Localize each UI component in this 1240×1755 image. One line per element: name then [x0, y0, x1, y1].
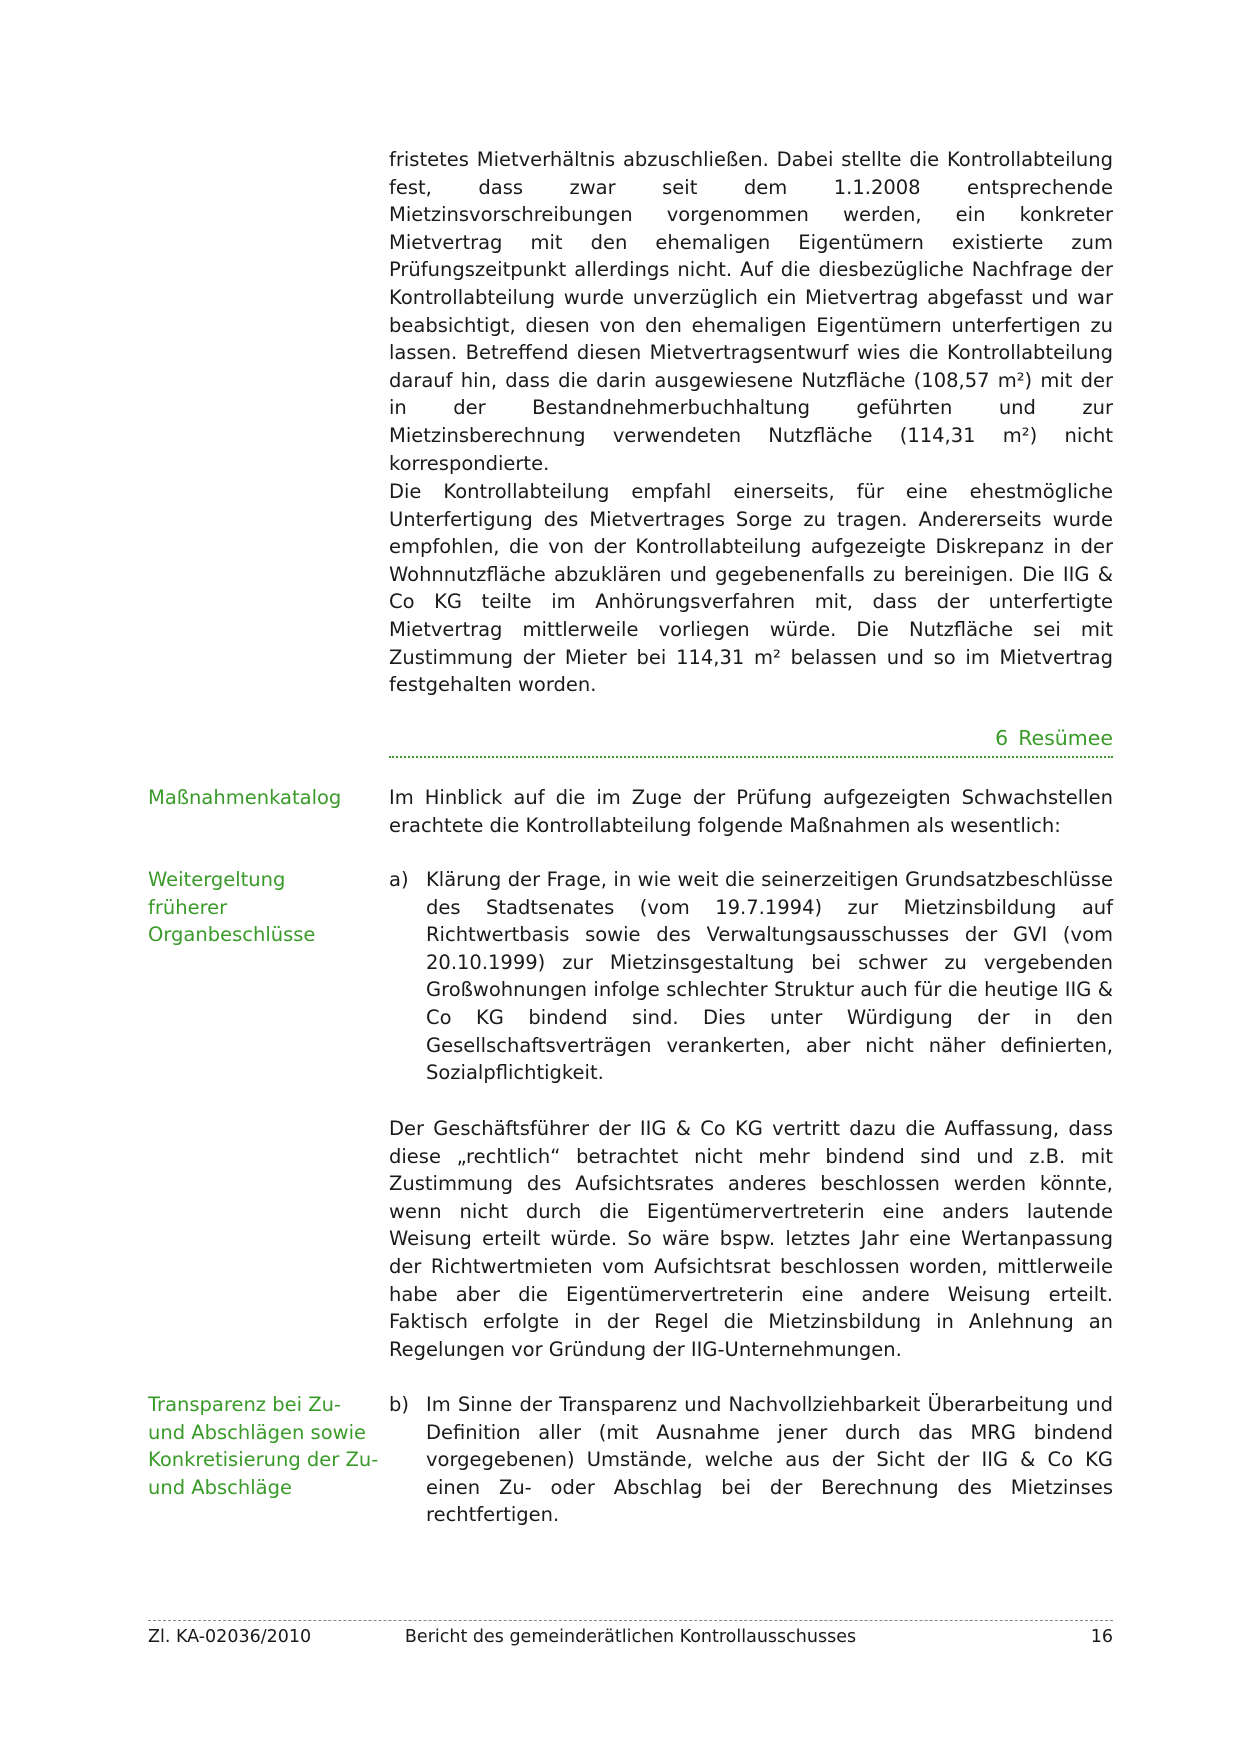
section-number: 6 [995, 726, 1009, 750]
footer-page-number: 16 [1090, 1627, 1113, 1647]
list-text-a: Klärung der Frage, in wie weit die seinerzeitigen Grundsatzbeschlüsse des Stadtsenates (vom 19.7.1994) zur Mietzinsbildung auf Richtwertbasis sowie des Verwaltungsausschusses der GVI (vom 20.10.1999) zur Mietzinsgestaltung bei schwer zu vergebenden Großwohnungen infolge schlechter Struktur auch für die heutige IIG & Co KG bindend sind. Dies unter Würdigung der in den Gesellschaftsverträgen verankerten, aber nicht näher definierten, Sozialpflichtigkeit. [426, 868, 1113, 1085]
side-note-weitergeltung: Weitergeltung früherer Organbeschlüsse [148, 868, 316, 947]
section-title: Resümee [1018, 726, 1113, 750]
list-item-b [389, 1391, 1113, 1529]
list-item-a [389, 866, 1113, 1087]
page-footer [148, 1620, 1113, 1647]
list-marker-a: a) [389, 868, 409, 891]
section-heading-resuemee [389, 724, 1113, 758]
list-text-b: Im Sinne der Transparenz und Nachvollziehbarkeit Überarbeitung und Definition aller (mit Ausnahme jener durch das MRG bindend vorgegebenen) Umstände, welche aus der Sicht der IIG & Co KG einen Zu- oder Abschlag bei der Berechnung des Mietzinses rechtfertigen. [426, 1393, 1113, 1527]
list-marker-b: b) [389, 1393, 409, 1416]
paragraph-recommendation: Die Kontrollabteilung empfahl einerseits, für eine ehestmögliche Unterfertigung des Mietvertrages Sorge zu tragen. Andererseits wurde empfohlen, die von der Kontrollabteilung aufgezeigte Diskrepanz in der Wohnnutzfläche abzuklären und gegebenenfalls zu bereinigen. Die IIG & Co KG teilte im Anhörungsverfahren mit, dass der unterfertigte Mietvertrag mittlerweile vorliegen würde. Die Nutzfläche sei mit Zustimmung der Mieter bei 114,31 m² belassen und so im Mietvertrag festgehalten worden. [389, 480, 1113, 697]
side-note-transparenz: Transparenz bei Zu- und Abschlägen sowie Konkretisierung der Zu- und Abschläge [148, 1393, 379, 1499]
footer-report-title: Bericht des gemeinderätlichen Kontrollausschusses [404, 1627, 857, 1647]
footer-reference: Zl. KA-02036/2010 [148, 1627, 312, 1647]
paragraph-rental-contract: fristetes Mietverhältnis abzuschließen. Dabei stellte die Kontrollabteilung fest, dass zwar seit dem 1.1.2008 entsprechende Mietzinsvorschreibungen vorgenommen werden, ein konkreter Mietvertrag mit den ehemaligen Eigentümern existierte zum Prüfungszeitpunkt allerdings nicht. Auf die diesbezügliche Nachfrage der Kontrollabteilung wurde unverzüglich ein Mietvertrag abgefasst und war beabsichtigt, diesen von den ehemaligen Eigentümern unterfertigen zu lassen. Betreffend diesen Mietvertragsentwurf wies die Kontrollabteilung darauf hin, dass die darin ausgewiesene Nutzfläche (108,57 m²) mit der in der Bestandnehmerbuchhaltung geführten und zur Mietzinsberechnung verwendeten Nutzfläche (114,31 m²) nicht korrespondierte. [389, 148, 1113, 475]
paragraph-ceo-opinion: Der Geschäftsführer der IIG & Co KG vertritt dazu die Auffassung, dass diese „rechtlich“ betrachtet nicht mehr bindend sind und z.B. mit Zustimmung des Aufsichtsrates anderes beschlossen werden könnte, wenn nicht durch die Eigentümervertreterin eine anders lautende Weisung erteilt würde. So wäre bspw. letztes Jahr eine Wertanpassung der Richtwertmieten vom Aufsichtsrat beschlossen worden, mittlerweile habe aber die Eigentümervertreterin eine andere Weisung erteilt. Faktisch erfolgte in der Regel die Mietzinsbildung in Anlehnung an Regelungen vor Gründung der IIG-Unternehmungen. [389, 1117, 1113, 1361]
paragraph-measures-intro: Im Hinblick auf die im Zuge der Prüfung aufgezeigten Schwachstellen erachtete die Kontrollabteilung folgende Maßnahmen als wesentlich: [389, 786, 1113, 837]
side-note-massnahmenkatalog: Maßnahmenkatalog [148, 786, 342, 809]
